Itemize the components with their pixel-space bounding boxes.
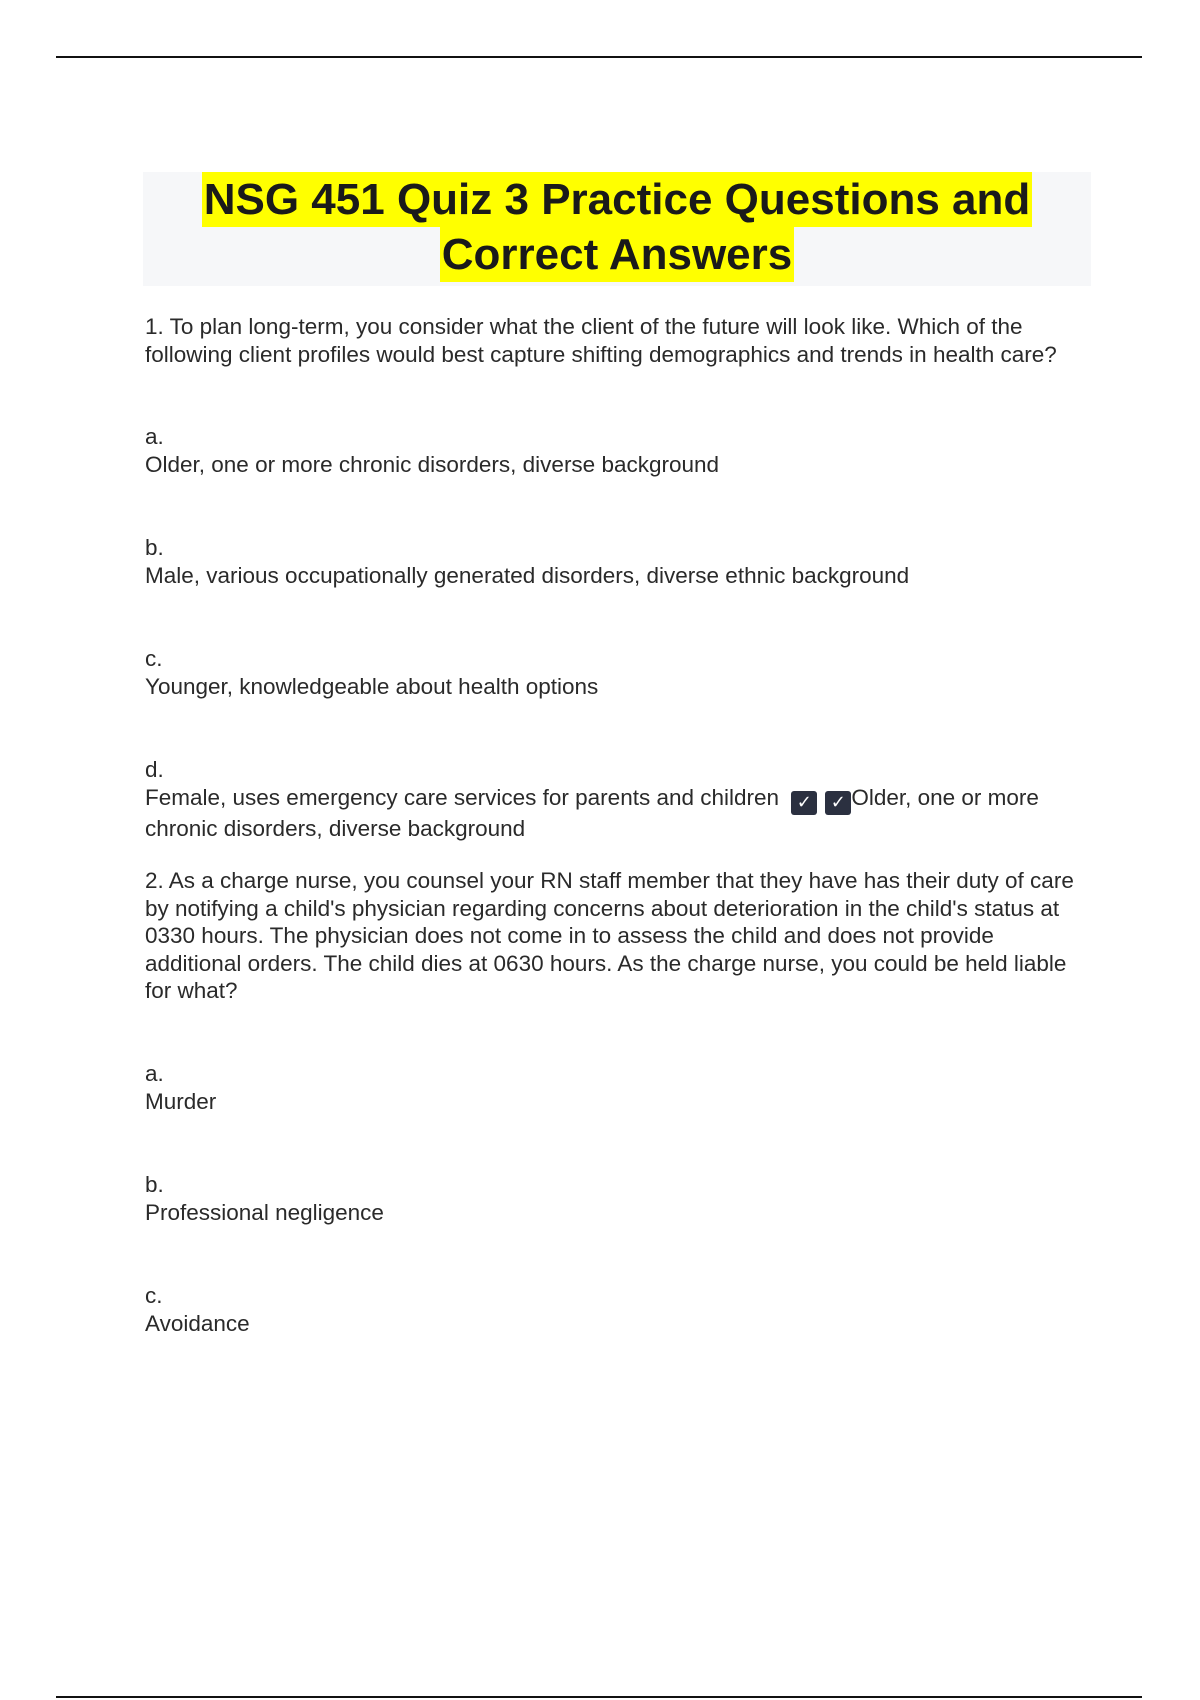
option-letter: b. bbox=[145, 1171, 164, 1197]
question-2-text: 2. As a charge nurse, you counsel your RN staff member that they have has their duty of care by notifying a child's physician regarding concerns about deterioration in the child's status at 0330 hours. The physician does not come in to assess the child and does not provide additional orders. The child dies at 0630 hours. As the charge nurse, you could be held liable for what? bbox=[145, 868, 1074, 1003]
question-1-option-c bbox=[145, 645, 1075, 701]
question-2-option-a bbox=[145, 1060, 1075, 1116]
option-letter: b. bbox=[145, 535, 164, 560]
correct-answer: Older, one or more chronic disorders, diverse background bbox=[145, 785, 1039, 841]
check-icon: ✓ bbox=[791, 791, 817, 815]
option-letter: c. bbox=[145, 646, 163, 671]
question-2-option-c bbox=[145, 1282, 1075, 1338]
question-2-option-b bbox=[145, 1171, 1075, 1227]
option-text: Avoidance bbox=[145, 1310, 250, 1336]
option-text: Female, uses emergency care services for parents and children bbox=[145, 785, 780, 810]
document-body bbox=[145, 313, 1075, 1338]
top-rule bbox=[56, 56, 1142, 58]
option-letter: c. bbox=[145, 1282, 163, 1308]
option-text: Younger, knowledgeable about health options bbox=[145, 674, 599, 699]
question-1 bbox=[145, 313, 1075, 843]
option-text: Professional negligence bbox=[145, 1199, 384, 1225]
option-letter: a. bbox=[145, 1060, 164, 1086]
question-1-option-a bbox=[145, 423, 1075, 479]
page-title-line-2: Correct Answers bbox=[440, 227, 795, 282]
question-1-option-d bbox=[145, 756, 1075, 843]
option-letter: d. bbox=[145, 757, 164, 782]
page-title-line-1: NSG 451 Quiz 3 Practice Questions and bbox=[202, 172, 1033, 227]
title-block bbox=[143, 172, 1091, 286]
option-letter: a. bbox=[145, 424, 164, 449]
question-1-option-b bbox=[145, 534, 1075, 590]
option-text-with-answer bbox=[145, 784, 1045, 843]
option-text: Murder bbox=[145, 1088, 217, 1114]
question-1-text: 1. To plan long-term, you consider what the client of the future will look like. Which of the following client profiles would best capture shifting demographics and trends in health care? bbox=[145, 314, 1057, 367]
option-text: Male, various occupationally generated disorders, diverse ethnic background bbox=[145, 563, 910, 588]
check-icon: ✓ bbox=[825, 791, 851, 815]
option-text: Older, one or more chronic disorders, diverse background bbox=[145, 452, 720, 477]
bottom-rule bbox=[56, 1696, 1142, 1698]
question-2 bbox=[145, 867, 1075, 1338]
